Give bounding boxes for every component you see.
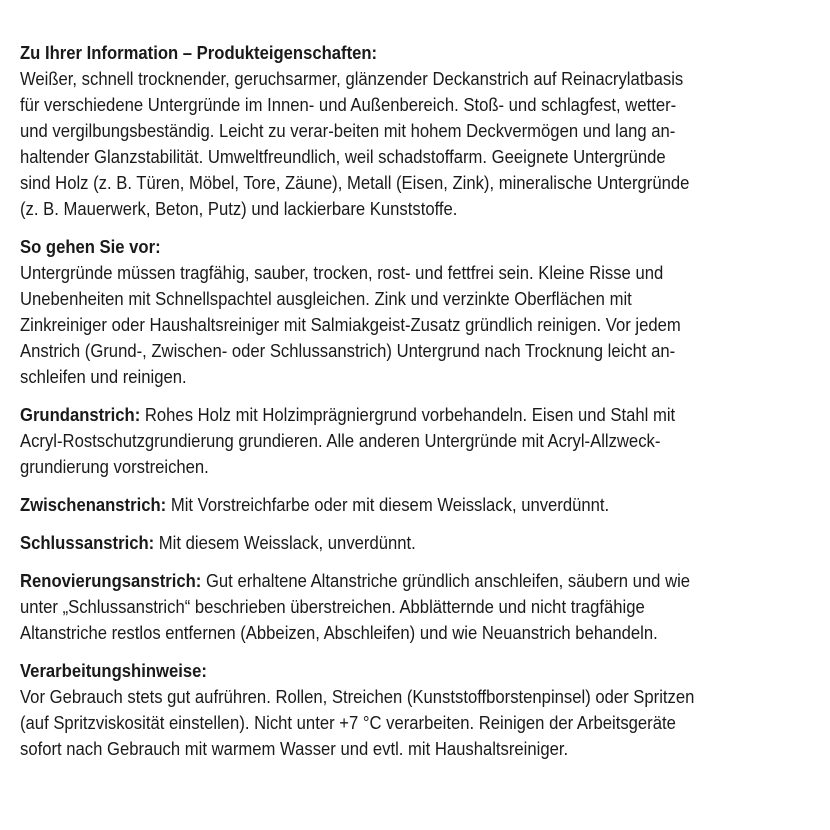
text-line: grundierung vorstreichen. bbox=[20, 456, 209, 477]
text-line: schleifen und reinigen. bbox=[20, 366, 187, 387]
section-final-coat bbox=[20, 530, 821, 556]
text-line: Zinkreiniger oder Haushaltsreiniger mit Salmiakgeist-Zusatz gründlich reinigen. Vor jedem bbox=[20, 314, 681, 335]
text-line bbox=[20, 530, 821, 556]
section-heading: Zu Ihrer Information – Produkteigenschaften: bbox=[20, 42, 378, 63]
section-lead: Renovierungsanstrich: bbox=[20, 570, 202, 591]
section-how-to-proceed bbox=[20, 234, 821, 390]
section-processing-notes bbox=[20, 658, 821, 762]
section-heading: Verarbeitungshinweise: bbox=[20, 660, 207, 681]
text-line: für verschiedene Untergründe im Innen- und Außenbereich. Stoß- und schlagfest, wetter- bbox=[20, 94, 677, 115]
text-line: Weißer, schnell trocknender, geruchsarmer, glänzender Deckanstrich auf Reinacrylatbasis bbox=[20, 68, 684, 89]
section-first-text: Mit Vorstreichfarbe oder mit diesem Weisslack, unverdünnt. bbox=[166, 494, 610, 515]
section-first-text: Mit diesem Weisslack, unverdünnt. bbox=[154, 532, 416, 553]
section-lead: Zwischenanstrich: bbox=[20, 494, 167, 515]
section-first-text: Rohes Holz mit Holzimprägniergrund vorbehandeln. Eisen und Stahl mit bbox=[140, 404, 676, 425]
text-line: unter „Schlussanstrich“ beschrieben überstreichen. Abblätternde und nicht tragfähige bbox=[20, 596, 645, 617]
section-first-text: Gut erhaltene Altanstriche gründlich anschleifen, säubern und wie bbox=[201, 570, 691, 591]
text-line bbox=[20, 402, 821, 428]
text-line: Unebenheiten mit Schnellspachtel ausgleichen. Zink und verzinkte Oberflächen mit bbox=[20, 288, 632, 309]
section-lead: Schlussanstrich: bbox=[20, 532, 155, 553]
product-info-document bbox=[20, 40, 821, 774]
section-product-properties bbox=[20, 40, 821, 222]
text-line: (z. B. Mauerwerk, Beton, Putz) und lackierbare Kunststoffe. bbox=[20, 198, 458, 219]
text-line: und vergilbungsbeständig. Leicht zu verar-beiten mit hohem Deckvermögen und lang an- bbox=[20, 120, 676, 141]
section-intermediate-coat bbox=[20, 492, 821, 518]
text-line: sind Holz (z. B. Türen, Möbel, Tore, Zäune), Metall (Eisen, Zink), mineralische Untergründe bbox=[20, 172, 690, 193]
text-line: Anstrich (Grund-, Zwischen- oder Schlussanstrich) Untergrund nach Trocknung leicht an- bbox=[20, 340, 676, 361]
section-lead: Grundanstrich: bbox=[20, 404, 141, 425]
text-line: sofort nach Gebrauch mit warmem Wasser und evtl. mit Haushaltsreiniger. bbox=[20, 738, 569, 759]
text-line: Vor Gebrauch stets gut aufrühren. Rollen, Streichen (Kunststoffborstenpinsel) oder Spritzen bbox=[20, 686, 695, 707]
text-line: Untergründe müssen tragfähig, sauber, trocken, rost- und fettfrei sein. Kleine Risse und bbox=[20, 262, 664, 283]
section-renovation-coat bbox=[20, 568, 821, 646]
text-line: Altanstriche restlos entfernen (Abbeizen, Abschleifen) und wie Neuanstrich behandeln. bbox=[20, 622, 658, 643]
text-line: Acryl-Rostschutzgrundierung grundieren. Alle anderen Untergründe mit Acryl-Allzweck- bbox=[20, 430, 661, 451]
text-line bbox=[20, 492, 821, 518]
section-primer-coat bbox=[20, 402, 821, 480]
section-heading: So gehen Sie vor: bbox=[20, 236, 161, 257]
text-line: (auf Spritzviskosität einstellen). Nicht unter +7 °C verarbeiten. Reinigen der Arbeitsgeräte bbox=[20, 712, 676, 733]
text-line bbox=[20, 568, 821, 594]
text-line: haltender Glanzstabilität. Umweltfreundlich, weil schadstoffarm. Geeignete Untergründe bbox=[20, 146, 666, 167]
